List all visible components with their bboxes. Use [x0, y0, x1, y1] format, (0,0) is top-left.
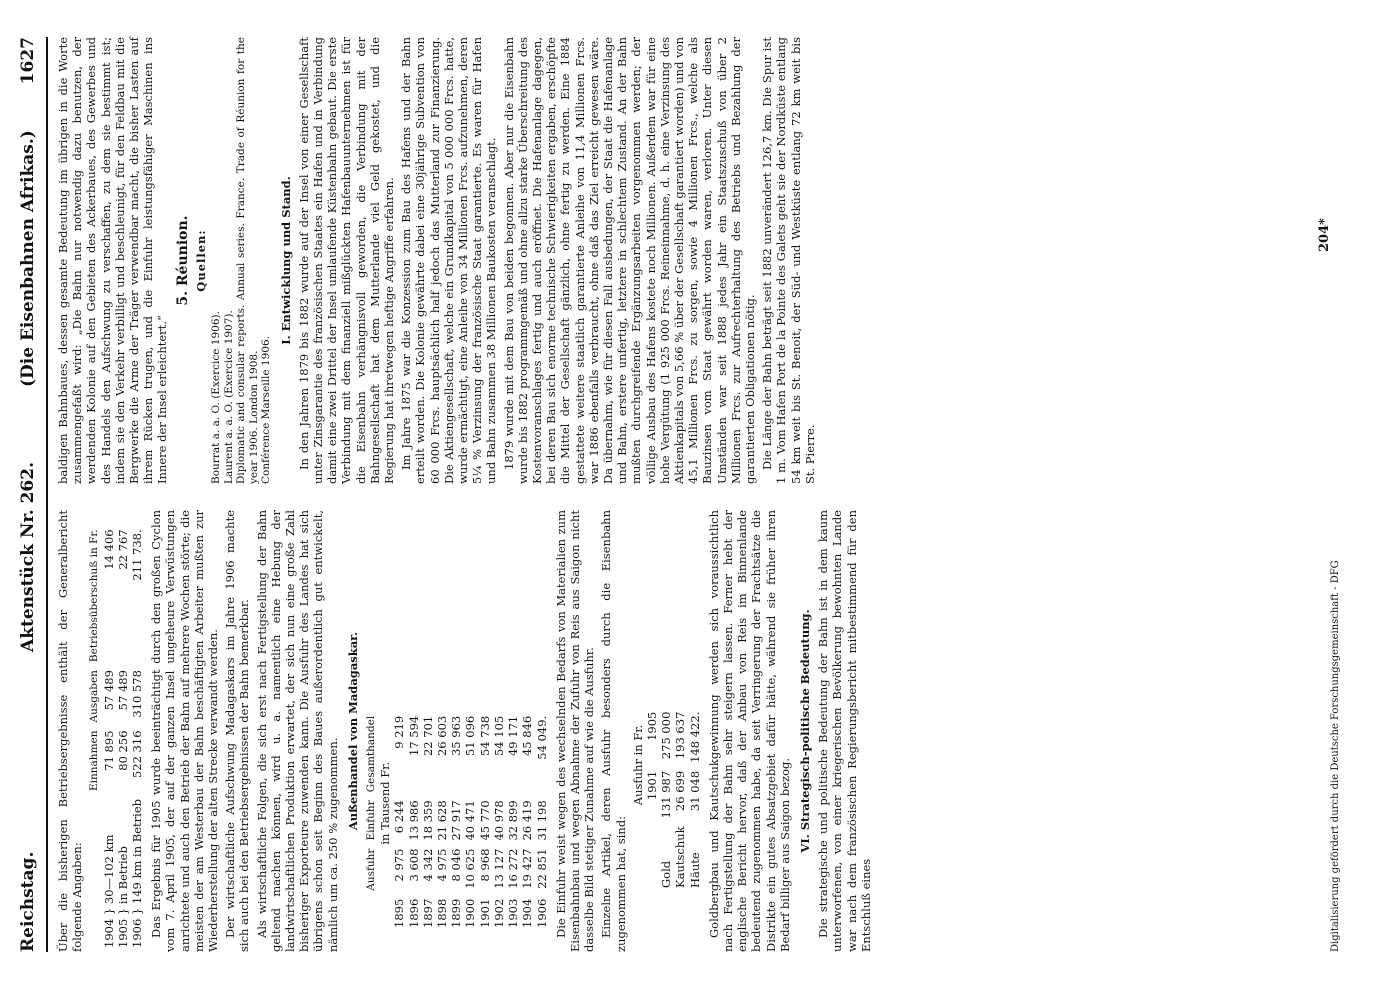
- table-cell: 1901: [477, 898, 492, 928]
- table-cell: 14 406: [101, 529, 116, 570]
- table-cell: 22 851: [534, 848, 549, 889]
- table-cell: 6 244: [392, 800, 407, 834]
- table-row: [463, 712, 477, 932]
- source-item: Conférence Marseille 1906.: [260, 336, 273, 484]
- table-row: [392, 712, 406, 932]
- table-cell: 35 963: [449, 715, 464, 757]
- paragraph: Die strategische und politische Bedeutung der Bahn ist in dem kaum unterworfenen, von einer kriegerischen Bevölkerung bewohnten Lande war nach dem französischen Regierungsbericht mitbestimmend für den Entschluß eines: [816, 510, 873, 952]
- table-cell: 1898: [435, 898, 450, 928]
- intro-paragraph: Über die bisherigen Betriebsergebnisse enthält der Generalbericht folgende Angaben:: [56, 510, 85, 952]
- paragraph: Der wirtschaftliche Aufschwung Madagaskars im Jahre 1906 machte sich auch bei den Betriebsergebnissen der Bahn bemerkbar.: [223, 510, 252, 952]
- table-cell: 18 359: [420, 800, 435, 841]
- table-cell: Häute: [687, 852, 702, 888]
- table-row: [659, 708, 673, 892]
- table-cell: 31 048: [687, 770, 702, 812]
- table-cell: 13 986: [406, 800, 421, 841]
- column-left: [56, 510, 876, 952]
- section-heading: I. Entwicklung und Stand.: [278, 176, 293, 345]
- table-row: [407, 712, 421, 932]
- year-header: 1901: [644, 770, 659, 801]
- section-heading: VI. Strategisch-politische Bedeutung.: [797, 609, 812, 853]
- table-cell: 26 603: [435, 715, 450, 757]
- table-header: Gesamthandel: [365, 715, 378, 793]
- table-title: Ausfuhr in Fr.: [630, 724, 645, 806]
- table-cell: 45 770: [477, 800, 492, 841]
- table-cell: 40 978: [491, 800, 506, 841]
- table-row: [130, 525, 144, 952]
- table-cell: 51 096: [463, 715, 478, 757]
- table-cell: 1903: [506, 898, 521, 928]
- document-page: [12, 37, 1341, 952]
- table-cell: 4 342: [420, 848, 435, 882]
- table-cell: 1904 } 30—102 km: [101, 834, 116, 948]
- table-cell: 1895: [392, 898, 407, 928]
- header-page-number: 1627: [18, 37, 38, 85]
- paragraph: Als wirtschaftliche Folgen, die sich erst nach Fertigstellung der Bahn geltend machen können, wird u. a. namentlich eine Hebung der landwirtschaftlichen Produktion erwartet, der sich nun eine große Zahl bisheriger Exporteure zuwenden kann. Die Ausfuhr des Landes hat sich übrigens schon seit Beginn des Baues außerordentlich gut entwickelt, nämlich um ca. 250 % zugenommen.: [254, 510, 340, 952]
- table-cell: 1906: [534, 898, 549, 928]
- table-cell: Kautschuk: [673, 826, 688, 888]
- table-cell: 131 987: [659, 770, 674, 819]
- table-cell: 4 975: [435, 848, 450, 882]
- table-cell: 22 701: [420, 715, 435, 757]
- table-row: [506, 712, 520, 932]
- table-cell: 45 846: [520, 715, 535, 757]
- table-header: Betriebsüberschuß in Fr.: [88, 529, 101, 663]
- paragraph: Goldbergbau und Kautschukgewinnung werden sich voraussichtlich nach Fertigstellung der Bahn sehr steigern lassen. Ferner hebt der englische Bericht hervor, daß der Anbau von Reis im Binnenlande bedeutend zugenommen habe, da seit Verringerung der Frachtsätze die Distrikte ein gutes Absatzgebiet dafür hätte, während sie früher ihren Bedarf billiger aus Saigon bezog.: [706, 510, 792, 952]
- source-item: Laurent a. a. O. (Exercice 1907).: [222, 310, 235, 484]
- table-cell: 54 738: [477, 715, 492, 757]
- header-left: Reichstag.: [18, 851, 38, 952]
- table-cell: 80 256: [115, 730, 130, 771]
- paragraph: Einzelne Artikel, deren Ausfuhr besonders durch die Eisenbahn zugenommen hat, sind:: [599, 510, 628, 952]
- operating-results-table: [87, 525, 144, 952]
- table-header: Einfuhr: [365, 800, 378, 841]
- table-row: [421, 712, 435, 932]
- table-cell: 1899: [449, 898, 464, 928]
- table-row: [673, 708, 687, 892]
- table-cell: 10 625: [463, 848, 478, 889]
- table-cell: 1897: [420, 898, 435, 928]
- table-row: [520, 712, 534, 932]
- table-cell: 1904: [520, 898, 535, 928]
- running-header: [12, 37, 48, 952]
- table-cell: 3 608: [406, 848, 421, 882]
- table-cell: 40 471: [463, 800, 478, 841]
- table-cell: 21 628: [435, 800, 450, 841]
- unit-label: in Tausend Fr.: [378, 761, 393, 845]
- table-cell: 57 489: [101, 670, 116, 711]
- table-header: Ausgaben: [88, 670, 101, 723]
- table-cell: 275 000: [659, 711, 674, 760]
- header-right: (Die Eisenbahnen Afrikas.): [18, 130, 38, 387]
- paragraph: Das Ergebnis für 1905 wurde beeinträchtigt durch den großen Cyclon vom 7. April 1905, der auf der ganzen Insel ungeheure Verwüstungen anrichtete und auch den Betrieb der Bahn auf mehrere Wochen störte; die meisten der am Westerbau der Bahn beschäftigten Arbeiter mußten zur Wiederherstellung der alten Strecke verwandt werden.: [149, 510, 221, 952]
- header-center: Aktenstück Nr. 262.: [18, 461, 38, 652]
- table-cell: 71 895: [101, 730, 116, 771]
- table-cell: 1896: [406, 898, 421, 928]
- table-cell: 13 127: [491, 848, 506, 889]
- table-row: [535, 712, 549, 932]
- table-row: [478, 712, 492, 932]
- paragraph: baldigen Bahnbaues, dessen gesamte Bedeutung im übrigen in die Worte zusammengefaßt wird: „Die Bahn nur notwendig dazu benutzen, der werdenden Kolonie auf den Gebieten des Ackerbaues, des Gewerbes und des Handels den Aufschwung zu verschaffen, zu dem sie bestimmt ist; indem sie den Verkehr verbilligt und beschleunigt, für den Feldbau mit die Bergwerke die Arme der Träger verwendbar macht, die bisher Lasten auf ihrem Rücken trugen, und die Einfuhr leistungsfähiger Maschinen ins Innere der Insel erleichtert.“: [56, 37, 170, 484]
- table-header: [364, 895, 378, 932]
- table-cell: 17 594: [406, 715, 421, 757]
- table-cell: 16 272: [506, 848, 521, 889]
- table-cell: 26 419: [520, 800, 535, 841]
- table-header: Ausfuhr: [365, 848, 378, 891]
- table-cell: 8 968: [477, 848, 492, 882]
- table-cell: 1906 } 149 km in Betrieb: [130, 799, 145, 948]
- table-cell: 54 105: [491, 715, 506, 757]
- table-cell: 9 219: [392, 715, 407, 749]
- table-cell: 54 049.: [534, 715, 549, 760]
- section-heading: 5. Réunion.: [174, 215, 191, 306]
- table-cell: 27 917: [449, 800, 464, 841]
- source-item: Bourrat a. a. O. (Exercice 1906).: [210, 311, 223, 484]
- table-row: [492, 712, 506, 932]
- table-cell: 2 975: [392, 848, 407, 882]
- paragraph: 1879 wurde mit dem Bau von beiden begonnen. Aber nur die Eisenbahn wurde bis 1882 programmgemäß und ohne allzu starke Überschreitung des Kostenvoranschlages fertig und auch eröffnet. Die Hafenanlage dagegen, bei deren Bau sich enorme technische Schwierigkeiten ergaben, erschöpfte die Mittel der Gesellschaft gänzlich, ohne fertig zu werden. Eine 1884 gestattete weitere staatlich garantierte Anleihe von 11,4 Millionen Frcs. war 1886 ebenfalls verbraucht, ohne daß das Ziel erreicht gewesen wäre. Da übernahm, wie für diesen Fall ausbedungen, der Staat die Hafenanlage und Bahn, erstere unfertig, letztere in schlechtem Zustand. An der Bahn mußten durchgreifende Ergänzungsarbeiten vorgenommen werden; der völlige Ausbau des Hafens kostete noch Millionen. Außerdem war für eine hohe Vergütung (1 925 000 Frcs. Reineinnahme, d. h. eine Verzinsung des Aktienkapitals von 5,66 % über der Gesellschaft garantiert worden) und von 45,1 Millionen Frcs. zu sorgen, sowie 4 Millionen Frcs., welche als Bauzinsen vom Staat gewährt worden waren, verloren. Unter diesen Umständen war seit 1888 jedes Jahr ein Staatszuschuß von über 2 Millionen Frcs. zur Aufrechterhaltung des Betriebs und Bezahlung der garantierten Obligationen nötig.: [501, 37, 758, 484]
- sources-label: Quellen:: [193, 229, 208, 292]
- digitization-footer: Digitalisierung gefördert durch die Deutsche Forschungsgemeinschaft - DFG: [1330, 560, 1341, 952]
- year-header: 1905: [644, 711, 659, 741]
- table-cell: 8 046: [449, 848, 464, 882]
- column-right: [56, 37, 820, 484]
- table-cell: 31 198: [534, 800, 549, 841]
- table-cell: 211 738.: [130, 529, 145, 581]
- table-cell: 1905 } in Betrieb: [115, 846, 130, 948]
- table-row: [102, 525, 116, 952]
- table-cell: 57 489: [115, 670, 130, 711]
- table-cell: 1900: [463, 898, 478, 928]
- paragraph: Die Länge der Bahn beträgt seit 1882 unverändert 126,7 km. Die Spur ist 1 m. Vom Hafen Port de la Pointe des Galets geht sie der Nordküste entlang 54 km weit bis St. Benoit, der Süd- und Westküste entlang 72 km weit bis St. Pierre.: [760, 37, 817, 484]
- paragraph: Die Einfuhr weist wegen des wechselnden Bedarfs von Materialien zum Eisenbahnbau und wegen Abnahme der Zufuhr von Reis aus Saigon nicht dasselbe Bild stetiger Zunahme auf wie die Ausfuhr.: [553, 510, 597, 952]
- section-heading: Außenhandel von Madagaskar.: [345, 631, 360, 831]
- table-header: Einnahmen: [88, 730, 101, 791]
- table-cell: Gold: [659, 860, 674, 888]
- table-row: [449, 712, 463, 932]
- table-cell: 310 578: [130, 670, 145, 718]
- table-cell: 32 899: [506, 800, 521, 841]
- table-row: [435, 712, 449, 932]
- table-cell: 49 171: [506, 715, 521, 757]
- table-row: [116, 525, 130, 952]
- table-row: [688, 708, 702, 892]
- table-cell: 19 427: [520, 848, 535, 889]
- export-articles-table: [631, 708, 702, 892]
- table-cell: 26 699: [673, 770, 688, 812]
- trade-table: [364, 712, 549, 932]
- table-cell: 1902: [491, 898, 506, 928]
- table-cell: 193 637: [673, 711, 688, 760]
- table-header: [87, 795, 101, 952]
- page-number: 204*: [1317, 218, 1332, 252]
- paragraph: Im Jahre 1875 war die Konzession zum Bau des Hafens und der Bahn erteilt worden. Die Kolonie gewährte dabei eine 30jährige Subvention von 60 000 Frcs. hauptsächlich half jedoch das Mutterland zur Finanzierung. Die Aktiengesellschaft, welche ein Grundkapital von 5 000 000 Frcs. hatte, wurde ermächtigt, eine Anleihe von 34 Millionen Frcs. aufzunehmen, deren 5¼ % Verzinsung der französische Staat garantierte. Es waren für Hafen und Bahn zusammen 38 Millionen Baukosten veranschlagt.: [399, 37, 499, 484]
- table-cell: 22 767: [115, 529, 130, 570]
- table-cell: 522 316: [130, 730, 145, 779]
- table-cell: 148 422.: [687, 711, 702, 763]
- source-item: Diplomatic and consular reports. Annual series. France. Trade of Réunion for the year 1906. London 1908.: [235, 37, 260, 484]
- paragraph: In den Jahren 1879 bis 1882 wurde auf der Insel von einer Gesellschaft unter Zinsgarantie des französischen Staates ein Hafen und in Verbindung damit eine zwei Drittel der Insel umlaufende Küstenbahn gebaut. Die erste Verbindung mit dem finanziell mißglückten Hafenbauunternehmen ist für die Eisenbahn verhängnisvoll geworden, die Verbindung mit der Bahngesellschaft hat dem Mutterlande viel Geld gekostet, und die Regierung hat ihretwegen heftige Angriffe erfahren.: [296, 37, 396, 484]
